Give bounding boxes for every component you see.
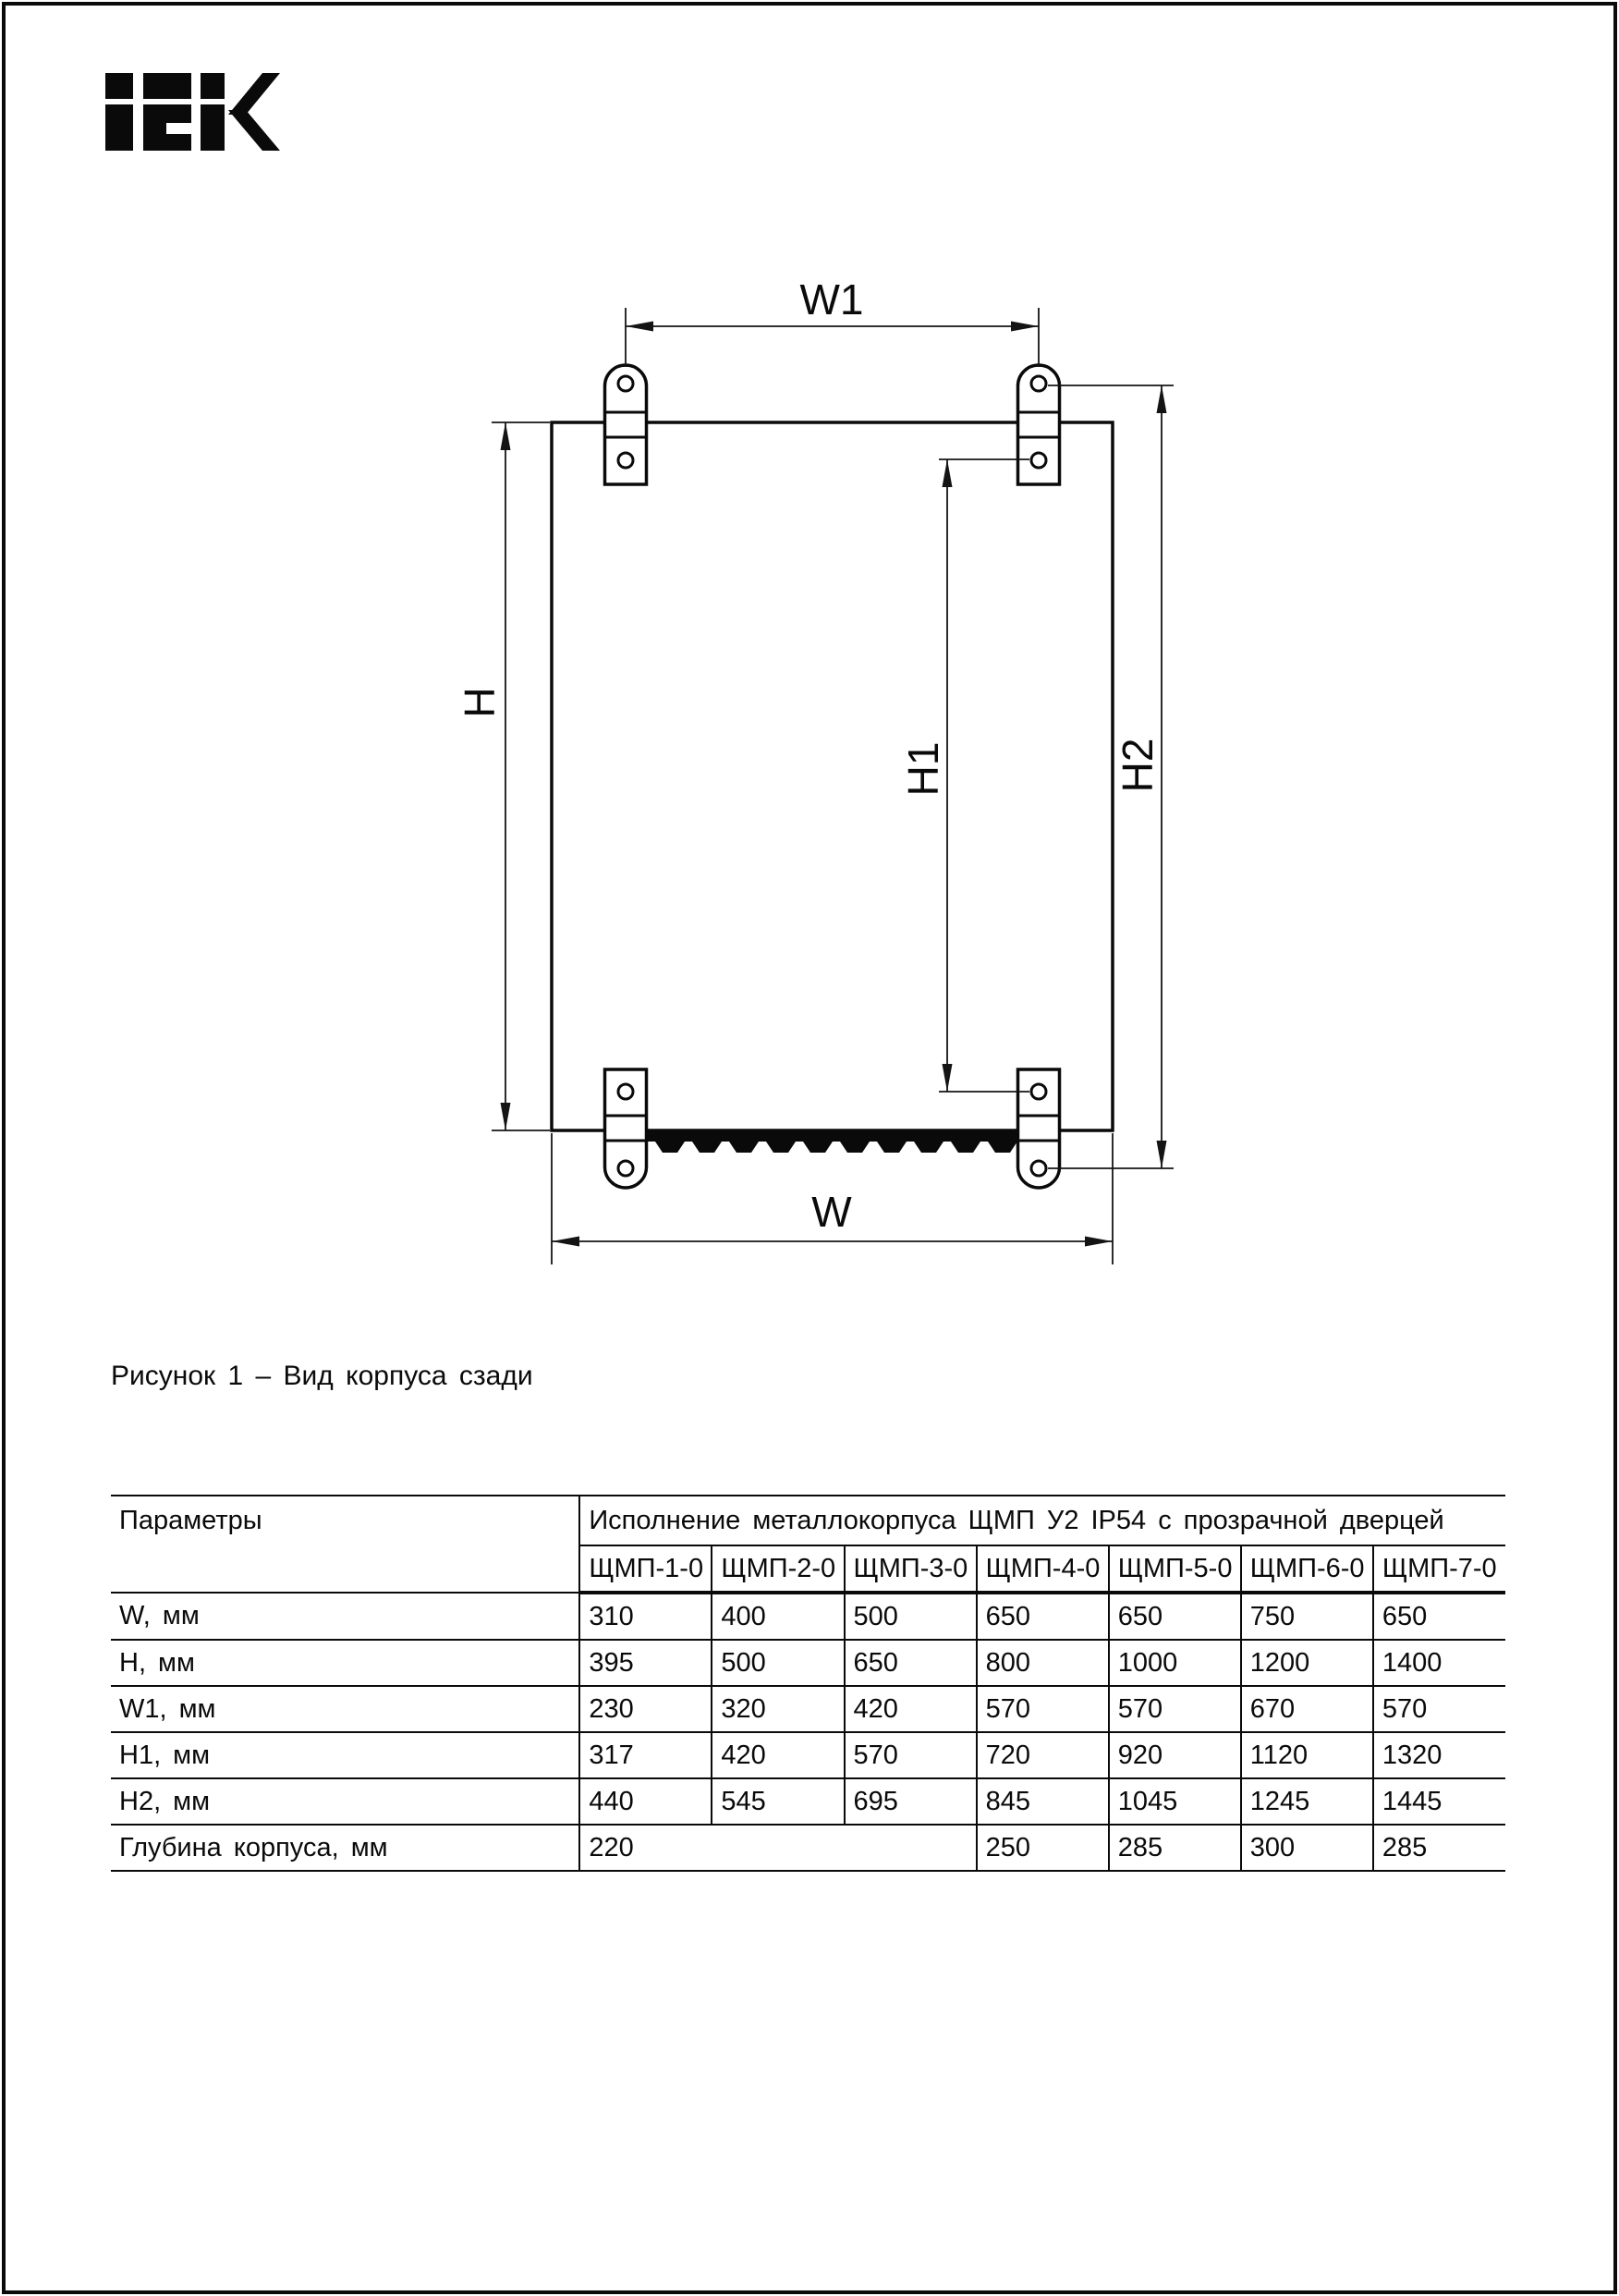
cell-value: 420 — [845, 1686, 977, 1732]
cell-value: 1120 — [1241, 1732, 1373, 1778]
cell-value: 920 — [1109, 1732, 1241, 1778]
cell-value: 1200 — [1241, 1640, 1373, 1686]
table-header-parameters: Параметры — [111, 1496, 579, 1593]
label-w: W — [811, 1188, 852, 1236]
bracket-top-right — [1018, 365, 1060, 484]
row-label: W1, мм — [111, 1686, 579, 1732]
cell-value: 250 — [977, 1825, 1109, 1871]
cell-value: 395 — [579, 1640, 712, 1686]
table-row-w1 — [111, 1686, 1505, 1732]
cell-value: 320 — [712, 1686, 844, 1732]
figure-caption: Рисунок 1 – Вид корпуса сзади — [111, 1361, 533, 1391]
cell-value: 230 — [579, 1686, 712, 1732]
table-header-model: ЩМП-7-0 — [1373, 1545, 1505, 1593]
dimensions-table — [111, 1495, 1505, 1872]
table-row-h — [111, 1640, 1505, 1686]
cell-value: 420 — [712, 1732, 844, 1778]
cell-value: 1045 — [1109, 1778, 1241, 1825]
cell-value: 285 — [1109, 1825, 1241, 1871]
label-w1: W1 — [799, 275, 864, 324]
cell-value: 317 — [579, 1732, 712, 1778]
cell-value: 400 — [712, 1593, 844, 1640]
table-header-model: ЩМП-2-0 — [712, 1545, 844, 1593]
cell-value: 1445 — [1373, 1778, 1505, 1825]
cell-value: 285 — [1373, 1825, 1505, 1871]
cell-value: 570 — [1109, 1686, 1241, 1732]
cell-value: 310 — [579, 1593, 712, 1640]
bracket-bottom-right — [1018, 1069, 1060, 1188]
row-label: H2, мм — [111, 1778, 579, 1825]
table-row-w — [111, 1593, 1505, 1640]
cell-value: 650 — [1373, 1593, 1505, 1640]
cell-value: 1245 — [1241, 1778, 1373, 1825]
cell-value: 1400 — [1373, 1640, 1505, 1686]
cell-value: 720 — [977, 1732, 1109, 1778]
row-label: Глубина корпуса, мм — [111, 1825, 579, 1871]
cabinet-outline — [552, 422, 1113, 1130]
label-h1: H1 — [899, 741, 947, 797]
cell-value: 570 — [845, 1732, 977, 1778]
cell-value: 670 — [1241, 1686, 1373, 1732]
label-h: H — [456, 687, 504, 718]
cell-value: 1320 — [1373, 1732, 1505, 1778]
serrated-strip — [648, 1130, 1017, 1153]
bracket-bottom-left — [605, 1069, 647, 1188]
table-header-model: ЩМП-5-0 — [1109, 1545, 1241, 1593]
table-header-model: ЩМП-1-0 — [579, 1545, 712, 1593]
row-label: H, мм — [111, 1640, 579, 1686]
cell-value: 300 — [1241, 1825, 1373, 1871]
cell-value: 650 — [977, 1593, 1109, 1640]
cell-value: 695 — [845, 1778, 977, 1825]
cell-value: 800 — [977, 1640, 1109, 1686]
cell-value: 545 — [712, 1778, 844, 1825]
row-label: H1, мм — [111, 1732, 579, 1778]
table-header-model: ЩМП-6-0 — [1241, 1545, 1373, 1593]
cell-value: 845 — [977, 1778, 1109, 1825]
dim-h — [492, 422, 550, 1130]
cell-value: 650 — [1109, 1593, 1241, 1640]
table-row-h2 — [111, 1778, 1505, 1825]
cell-value: 1000 — [1109, 1640, 1241, 1686]
cell-value: 500 — [845, 1593, 977, 1640]
bracket-top-left — [605, 365, 647, 484]
table-row-depth — [111, 1825, 1505, 1871]
label-h2: H2 — [1114, 738, 1162, 793]
table-header-group: Исполнение металлокорпуса ЩМП У2 IP54 с прозрачной дверцей — [579, 1496, 1505, 1545]
cell-value: 570 — [1373, 1686, 1505, 1732]
row-label: W, мм — [111, 1593, 579, 1640]
cell-value: 750 — [1241, 1593, 1373, 1640]
cell-value: 570 — [977, 1686, 1109, 1732]
cell-value: 220 — [579, 1825, 976, 1871]
table-header-model: ЩМП-4-0 — [977, 1545, 1109, 1593]
cell-value: 440 — [579, 1778, 712, 1825]
cell-value: 500 — [712, 1640, 844, 1686]
table-row-h1 — [111, 1732, 1505, 1778]
cell-value: 650 — [845, 1640, 977, 1686]
table-header-model: ЩМП-3-0 — [845, 1545, 977, 1593]
